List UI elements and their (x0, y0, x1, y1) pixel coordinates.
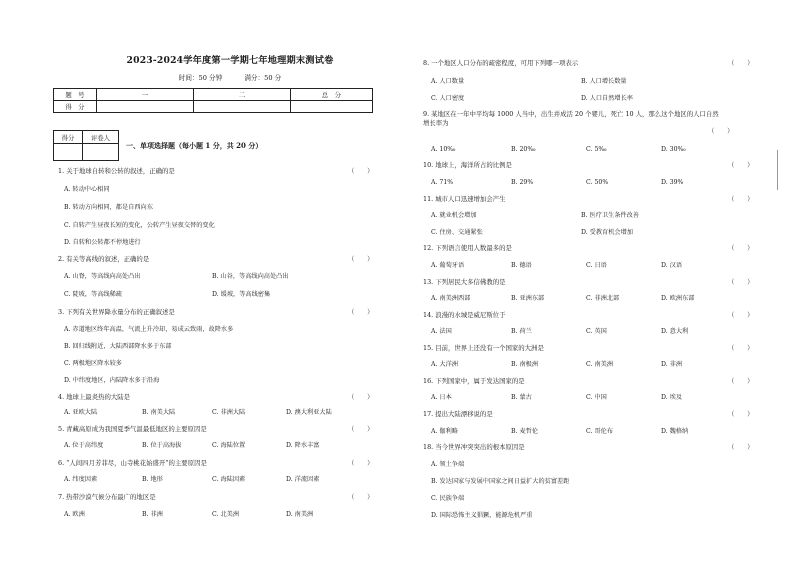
answer-paren[interactable]: （ ） (728, 161, 754, 169)
question-text: 2. 有关等高线的叙述，正确的是 (58, 255, 150, 263)
question-stem (423, 110, 763, 135)
question-stem (58, 167, 374, 176)
question-text: 13. 下列居民大多信佛教的是 (423, 278, 506, 286)
question-stem (423, 443, 754, 452)
answer-paren[interactable]: （ ） (348, 493, 374, 501)
option[interactable]: C. 非洲北部 (586, 295, 620, 302)
option[interactable]: C. 自转产生昼夜长短的变化，公转产生昼夜交替的变化 (64, 222, 215, 229)
grader-blank-row (54, 144, 119, 161)
option[interactable]: D. 人口自然增长率 (581, 95, 633, 102)
option[interactable]: B. 南美大陆 (142, 409, 176, 416)
option[interactable]: D. 意大利 (661, 328, 689, 335)
option[interactable]: A. 亚欧大陆 (64, 409, 98, 416)
question-text: 5. 青藏高原成为我国夏季气温最低地区的主要原因是 (58, 425, 207, 433)
option[interactable]: D. 30‰ (661, 146, 686, 153)
question-text: 18. 当今世界冲突突出的根本原因是 (423, 443, 525, 451)
question-stem (58, 308, 374, 317)
score-header-cell: 一 (97, 89, 194, 101)
option[interactable]: A. 领土争端 (431, 461, 465, 468)
grader-score-header: 得分 (54, 131, 83, 144)
answer-paren[interactable]: （ ） (728, 443, 754, 451)
score-header-cell: 二 (194, 89, 291, 101)
answer-paren[interactable]: （ ） (348, 425, 374, 433)
question-stem (423, 59, 754, 68)
question-text: 3. 下列有关世界降水量分布的正确叙述是 (58, 308, 175, 316)
option[interactable]: A. 南美洲西部 (431, 295, 471, 302)
option[interactable]: B. 人口增长数量 (581, 78, 627, 85)
option[interactable]: A. 欧洲 (64, 511, 85, 518)
option[interactable]: D. 国际恐怖主义猖獗，能源危机严重 (431, 512, 533, 519)
option[interactable]: D. 欧洲东部 (661, 295, 695, 302)
answer-paren[interactable]: （ ） (348, 459, 374, 467)
grader-name-header: 评卷人 (83, 131, 119, 144)
option[interactable]: A. 日本 (431, 394, 452, 401)
question-stem (58, 393, 374, 402)
question-text: 16. 下列国家中，属于发达国家的是 (423, 377, 525, 385)
score-header-cell: 总 分 (291, 89, 373, 101)
answer-paren[interactable]: （ ） (728, 410, 754, 418)
question-text: 9. 某地区在一年中平均每 1000 人当中，出生并成活 20 个婴儿，死亡 10 人，那么这个地区的人口自然增长率为 (423, 110, 719, 127)
option[interactable]: D. 降水丰富 (286, 442, 320, 449)
option[interactable]: A. 葡萄牙语 (431, 262, 465, 269)
question-stem (58, 255, 374, 264)
question-text: 7. 热带沙漠气候分布最广的地区是 (58, 493, 156, 501)
option[interactable]: B. 转动方向相同，都是自西向东 (64, 204, 153, 211)
exam-title: 2023-2024学年度第一学期七年地理期末测试卷 (126, 55, 334, 66)
option[interactable]: A. 人口数量 (431, 78, 465, 85)
option[interactable]: B. 20‰ (511, 146, 536, 153)
option[interactable]: B. 29% (511, 179, 534, 186)
option[interactable]: B. 山谷，等高线向高处凸出 (212, 273, 289, 280)
option[interactable]: C. 两极地区降水较多 (64, 360, 122, 367)
answer-paren[interactable]: （ ） (728, 244, 754, 252)
answer-paren[interactable]: （ ） (348, 308, 374, 316)
question-stem (423, 278, 754, 287)
option[interactable]: C. 海陆因素 (212, 476, 246, 483)
score-table-score-row (54, 101, 373, 113)
question-text: 6. “人间四月芳菲尽，山寺桃花始盛开”的主要原因是 (58, 459, 207, 467)
option[interactable]: C. 中国 (586, 394, 607, 401)
grader-name-cell[interactable] (83, 144, 119, 161)
answer-paren[interactable]: （ ） (708, 127, 734, 135)
option[interactable]: C. 海陆位置 (212, 442, 246, 449)
option[interactable]: D. 魏格纳 (661, 428, 689, 435)
answer-paren[interactable]: （ ） (728, 344, 754, 352)
option[interactable]: A. 转动中心相同 (64, 186, 110, 193)
question-text: 15. 目前，世界上还没有一个国家的大洲是 (423, 344, 544, 352)
option[interactable]: B. 地形 (142, 476, 163, 483)
section-heading: 一、单项选择题（每小题 1 分，共 20 分） (126, 141, 263, 150)
option[interactable]: C. 英国 (586, 328, 607, 335)
page-edge-mark (777, 150, 790, 190)
answer-paren[interactable]: （ ） (348, 393, 374, 401)
question-text: 11. 城市人口迅速增加会产生 (423, 195, 506, 203)
score-cell[interactable] (194, 101, 291, 113)
question-stem (58, 459, 374, 468)
option[interactable]: C. 北美洲 (212, 511, 240, 518)
answer-paren[interactable]: （ ） (728, 311, 754, 319)
question-text: 1. 关于地球自转和公转的叙述，正确的是 (58, 167, 175, 175)
option[interactable]: D. 洋流因素 (286, 476, 320, 483)
option[interactable]: A. 10‰ (431, 146, 456, 153)
grader-header-row (54, 131, 119, 144)
score-cell[interactable] (291, 101, 373, 113)
option[interactable]: B. 亚洲东部 (511, 295, 545, 302)
option[interactable]: B. 麦哲伦 (511, 428, 539, 435)
option[interactable]: D. 缓坡，等高线密集 (212, 291, 271, 298)
option[interactable]: D. 汉语 (661, 262, 683, 269)
answer-paren[interactable]: （ ） (348, 255, 374, 263)
question-text: 4. 地球上最炎热的大陆是 (58, 393, 131, 401)
option[interactable]: D. 埃及 (661, 394, 683, 401)
option[interactable]: D. 受教育机会增加 (581, 229, 633, 236)
option[interactable]: C. 哥伦布 (586, 428, 614, 435)
answer-paren[interactable]: （ ） (728, 59, 754, 67)
question-stem (423, 161, 754, 170)
question-text: 12. 下列语言使用人数最多的是 (423, 244, 512, 252)
option[interactable]: A. 山脊，等高线向高处凸出 (64, 273, 141, 280)
option[interactable]: D. 非洲 (661, 361, 683, 368)
option[interactable]: B. 非洲 (142, 511, 163, 518)
option[interactable]: C. 南美洲 (586, 361, 614, 368)
question-text: 8. 一个地区人口分布的疏密程度，可用下列哪一项表示 (423, 59, 579, 67)
question-stem (423, 410, 754, 419)
option[interactable]: B. 医疗卫生条件改善 (581, 212, 639, 219)
exam-subtitle (140, 72, 320, 82)
answer-paren[interactable]: （ ） (728, 278, 754, 286)
right-column (397, 0, 794, 561)
option[interactable]: A. 伽利略 (431, 428, 458, 435)
question-text: 14. 浪漫的水城是威尼斯位于 (423, 311, 506, 319)
option[interactable]: D. 自转和公转都不停地进行 (64, 239, 141, 246)
question-text: 17. 提出大陆漂移说的是 (423, 410, 493, 418)
option[interactable]: C. 5‰ (586, 146, 607, 153)
grader-score-cell[interactable] (54, 144, 83, 161)
option[interactable]: B. 位于高海拔 (142, 442, 182, 449)
score-table (53, 88, 373, 113)
option[interactable]: D. 中纬度地区，内陆降水多于沿海 (64, 377, 160, 384)
option[interactable]: A. 大洋洲 (431, 361, 458, 368)
option[interactable]: C. 陡坡，等高线稀疏 (64, 291, 122, 298)
option[interactable]: B. 南极洲 (511, 361, 539, 368)
option[interactable]: A. 位于高纬度 (64, 442, 104, 449)
question-stem (58, 493, 374, 502)
option[interactable]: D. 南美洲 (286, 511, 314, 518)
question-stem (58, 425, 374, 434)
option[interactable]: B. 荷兰 (511, 328, 532, 335)
option[interactable]: D. 澳大利亚大陆 (286, 409, 332, 416)
option[interactable]: C. 日语 (586, 262, 607, 269)
answer-paren[interactable]: （ ） (348, 167, 374, 175)
full-score-label: 满分：50 分 (244, 74, 282, 82)
option[interactable]: C. 住房、交通紧张 (431, 229, 483, 236)
option[interactable]: A. 71% (431, 179, 454, 186)
answer-paren[interactable]: （ ） (728, 377, 754, 385)
score-table-header-row (54, 89, 373, 101)
option[interactable]: D. 39% (661, 179, 684, 186)
question-stem (423, 344, 754, 353)
option[interactable]: C. 非洲大陆 (212, 409, 246, 416)
question-stem (423, 244, 754, 253)
option[interactable]: B. 蒙古 (511, 394, 532, 401)
option[interactable]: A. 赤道地区终年高温，气流上升冷却，易成云致雨，故降水多 (64, 326, 234, 333)
grader-table (53, 130, 119, 161)
score-header-cell: 题 号 (54, 89, 97, 101)
question-stem (423, 195, 754, 204)
score-cell[interactable] (97, 101, 194, 113)
time-label: 时间：50 分钟 (178, 74, 223, 82)
option[interactable]: C. 50% (586, 179, 609, 186)
answer-paren[interactable]: （ ） (728, 195, 754, 203)
question-text: 10. 地球上，海洋所占的比例是 (423, 161, 512, 169)
option[interactable]: C. 人口密度 (431, 95, 465, 102)
option[interactable]: B. 发达国家与发展中国家之间日益扩大的贫富差距 (431, 478, 570, 485)
option[interactable]: A. 法国 (431, 328, 452, 335)
option[interactable]: B. 德语 (511, 262, 532, 269)
question-stem (423, 377, 754, 386)
option[interactable]: A. 纬度因素 (64, 476, 98, 483)
option[interactable]: B. 回归线附近，大陆西部降水多于东部 (64, 343, 172, 350)
score-row-label: 得 分 (54, 101, 97, 113)
option[interactable]: A. 就业机会增加 (431, 212, 477, 219)
option[interactable]: C. 民族争端 (431, 495, 465, 502)
question-stem (423, 311, 754, 320)
